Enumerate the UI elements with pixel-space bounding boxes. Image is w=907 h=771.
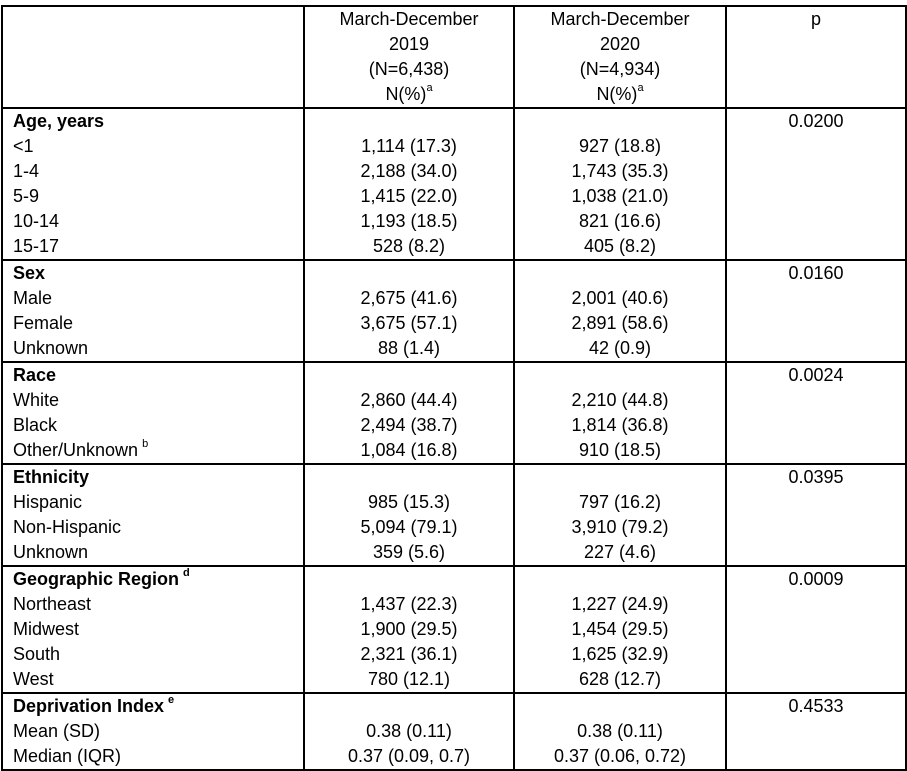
group-header-row bbox=[2, 108, 906, 134]
row-label: Black bbox=[13, 415, 58, 435]
table-row bbox=[2, 592, 906, 617]
value-2020: 405 (8.2) bbox=[514, 234, 726, 260]
table-row bbox=[2, 286, 906, 311]
group-blank-2019 bbox=[304, 566, 514, 592]
row-label-cell bbox=[2, 286, 304, 311]
p-value: 0.0160 bbox=[726, 260, 906, 286]
row-label: 15-17 bbox=[13, 236, 60, 256]
group-blank-2019 bbox=[304, 362, 514, 388]
table-row bbox=[2, 667, 906, 693]
p-value-blank bbox=[726, 490, 906, 515]
header-blank-cell bbox=[2, 6, 304, 108]
table-body bbox=[2, 108, 906, 770]
row-label: South bbox=[13, 644, 61, 664]
p-value: 0.0024 bbox=[726, 362, 906, 388]
group-title: Deprivation Index bbox=[13, 696, 165, 716]
row-label: <1 bbox=[13, 136, 34, 156]
p-value: 0.0200 bbox=[726, 108, 906, 134]
group-header-row bbox=[2, 362, 906, 388]
row-label: Median (IQR) bbox=[13, 746, 122, 766]
table-row bbox=[2, 209, 906, 234]
header-2020-line1: March-December bbox=[550, 9, 690, 29]
p-value: 0.0009 bbox=[726, 566, 906, 592]
header-2019-footnote: a bbox=[426, 82, 433, 94]
row-label: 10-14 bbox=[13, 211, 60, 231]
value-2019: 528 (8.2) bbox=[304, 234, 514, 260]
header-2019-line2: 2019 bbox=[388, 34, 430, 54]
value-2019: 2,494 (38.7) bbox=[304, 413, 514, 438]
table-row bbox=[2, 336, 906, 362]
p-value-blank bbox=[726, 438, 906, 464]
header-2019-line3: (N=6,438) bbox=[368, 59, 450, 79]
row-label-cell bbox=[2, 515, 304, 540]
demographics-table bbox=[1, 5, 907, 771]
value-2019: 780 (12.1) bbox=[304, 667, 514, 693]
group-title: Race bbox=[13, 365, 57, 385]
table-row bbox=[2, 311, 906, 336]
group-title-cell bbox=[2, 260, 304, 286]
value-2020: 0.38 (0.11) bbox=[514, 719, 726, 744]
value-2020: 1,038 (21.0) bbox=[514, 184, 726, 209]
value-2019: 1,193 (18.5) bbox=[304, 209, 514, 234]
table-row bbox=[2, 515, 906, 540]
row-label-cell bbox=[2, 134, 304, 159]
p-value-blank bbox=[726, 667, 906, 693]
table-row bbox=[2, 234, 906, 260]
group-header-row bbox=[2, 693, 906, 719]
group-title-cell bbox=[2, 108, 304, 134]
value-2020: 227 (4.6) bbox=[514, 540, 726, 566]
table-row bbox=[2, 438, 906, 464]
table-header-row bbox=[2, 6, 906, 108]
value-2019: 0.38 (0.11) bbox=[304, 719, 514, 744]
table-row bbox=[2, 184, 906, 209]
table-row bbox=[2, 744, 906, 770]
value-2019: 2,675 (41.6) bbox=[304, 286, 514, 311]
value-2020: 1,625 (32.9) bbox=[514, 642, 726, 667]
header-2020 bbox=[514, 6, 726, 108]
header-2019 bbox=[304, 6, 514, 108]
table-row bbox=[2, 490, 906, 515]
header-2020-footnote: a bbox=[637, 82, 644, 94]
table-row bbox=[2, 617, 906, 642]
value-2020: 1,743 (35.3) bbox=[514, 159, 726, 184]
value-2020: 42 (0.9) bbox=[514, 336, 726, 362]
row-label: Non-Hispanic bbox=[13, 517, 122, 537]
row-label: Mean (SD) bbox=[13, 721, 101, 741]
p-value: 0.4533 bbox=[726, 693, 906, 719]
row-label-cell bbox=[2, 744, 304, 770]
p-value-blank bbox=[726, 209, 906, 234]
group-title-footnote: e bbox=[168, 694, 175, 706]
value-2019: 1,437 (22.3) bbox=[304, 592, 514, 617]
p-value-blank bbox=[726, 719, 906, 744]
table-row bbox=[2, 642, 906, 667]
row-label: Hispanic bbox=[13, 492, 83, 512]
p-value-blank bbox=[726, 234, 906, 260]
p-value-blank bbox=[726, 286, 906, 311]
row-label: Female bbox=[13, 313, 74, 333]
table-row bbox=[2, 134, 906, 159]
row-label: 5-9 bbox=[13, 186, 40, 206]
p-value-blank bbox=[726, 134, 906, 159]
row-label: Unknown bbox=[13, 542, 89, 562]
row-label-cell bbox=[2, 209, 304, 234]
row-label-cell bbox=[2, 234, 304, 260]
p-value-blank bbox=[726, 515, 906, 540]
p-value-blank bbox=[726, 413, 906, 438]
value-2019: 88 (1.4) bbox=[304, 336, 514, 362]
p-value: 0.0395 bbox=[726, 464, 906, 490]
group-title-cell bbox=[2, 693, 304, 719]
value-2020: 2,210 (44.8) bbox=[514, 388, 726, 413]
value-2020: 797 (16.2) bbox=[514, 490, 726, 515]
group-blank-2020 bbox=[514, 108, 726, 134]
value-2020: 910 (18.5) bbox=[514, 438, 726, 464]
value-2020: 821 (16.6) bbox=[514, 209, 726, 234]
value-2019: 1,114 (17.3) bbox=[304, 134, 514, 159]
group-title: Geographic Region bbox=[13, 569, 180, 589]
table-row bbox=[2, 413, 906, 438]
row-label-cell bbox=[2, 617, 304, 642]
row-label-cell bbox=[2, 184, 304, 209]
header-2020-line2: 2020 bbox=[599, 34, 641, 54]
value-2019: 2,188 (34.0) bbox=[304, 159, 514, 184]
value-2020: 3,910 (79.2) bbox=[514, 515, 726, 540]
group-blank-2020 bbox=[514, 693, 726, 719]
p-value-blank bbox=[726, 540, 906, 566]
group-header-row bbox=[2, 260, 906, 286]
row-label-cell bbox=[2, 592, 304, 617]
row-label-footnote: b bbox=[142, 438, 149, 450]
group-title-cell bbox=[2, 566, 304, 592]
group-blank-2020 bbox=[514, 362, 726, 388]
p-value-blank bbox=[726, 642, 906, 667]
table-row bbox=[2, 719, 906, 744]
group-title-cell bbox=[2, 464, 304, 490]
value-2020: 0.37 (0.06, 0.72) bbox=[514, 744, 726, 770]
header-2019-line4 bbox=[305, 82, 513, 107]
value-2019: 3,675 (57.1) bbox=[304, 311, 514, 336]
group-blank-2020 bbox=[514, 566, 726, 592]
p-value-blank bbox=[726, 617, 906, 642]
group-title-cell bbox=[2, 362, 304, 388]
group-blank-2019 bbox=[304, 693, 514, 719]
value-2019: 5,094 (79.1) bbox=[304, 515, 514, 540]
row-label: Male bbox=[13, 288, 53, 308]
row-label-cell bbox=[2, 642, 304, 667]
row-label-cell bbox=[2, 490, 304, 515]
group-title: Age, years bbox=[13, 111, 105, 131]
row-label-cell bbox=[2, 667, 304, 693]
row-label-cell bbox=[2, 413, 304, 438]
group-blank-2019 bbox=[304, 260, 514, 286]
value-2020: 927 (18.8) bbox=[514, 134, 726, 159]
value-2020: 628 (12.7) bbox=[514, 667, 726, 693]
row-label-cell bbox=[2, 311, 304, 336]
row-label-cell bbox=[2, 159, 304, 184]
group-blank-2019 bbox=[304, 464, 514, 490]
group-title-footnote: d bbox=[183, 567, 190, 579]
value-2020: 2,001 (40.6) bbox=[514, 286, 726, 311]
row-label-cell bbox=[2, 540, 304, 566]
value-2019: 2,321 (36.1) bbox=[304, 642, 514, 667]
header-p-value: p bbox=[726, 6, 906, 108]
value-2019: 2,860 (44.4) bbox=[304, 388, 514, 413]
header-2019-unit: N(%) bbox=[385, 84, 427, 104]
p-value-blank bbox=[726, 184, 906, 209]
header-2019-line1: March-December bbox=[339, 9, 479, 29]
value-2020: 1,227 (24.9) bbox=[514, 592, 726, 617]
row-label: White bbox=[13, 390, 60, 410]
value-2020: 1,814 (36.8) bbox=[514, 413, 726, 438]
p-value-blank bbox=[726, 744, 906, 770]
row-label: 1-4 bbox=[13, 161, 40, 181]
group-header-row bbox=[2, 566, 906, 592]
row-label-cell bbox=[2, 388, 304, 413]
row-label-cell bbox=[2, 438, 304, 464]
value-2019: 1,084 (16.8) bbox=[304, 438, 514, 464]
group-header-row bbox=[2, 464, 906, 490]
row-label: Unknown bbox=[13, 338, 89, 358]
row-label: Northeast bbox=[13, 594, 92, 614]
table-row bbox=[2, 540, 906, 566]
row-label-cell bbox=[2, 719, 304, 744]
group-blank-2019 bbox=[304, 108, 514, 134]
row-label: Other/Unknown bbox=[13, 440, 139, 460]
p-value-blank bbox=[726, 336, 906, 362]
value-2020: 2,891 (58.6) bbox=[514, 311, 726, 336]
p-value-blank bbox=[726, 592, 906, 617]
group-title: Sex bbox=[13, 263, 46, 283]
group-blank-2020 bbox=[514, 464, 726, 490]
table-row bbox=[2, 388, 906, 413]
header-2020-unit: N(%) bbox=[596, 84, 638, 104]
value-2019: 0.37 (0.09, 0.7) bbox=[304, 744, 514, 770]
value-2019: 985 (15.3) bbox=[304, 490, 514, 515]
p-value-blank bbox=[726, 311, 906, 336]
row-label-cell bbox=[2, 336, 304, 362]
header-2020-line4 bbox=[515, 82, 725, 107]
value-2019: 1,900 (29.5) bbox=[304, 617, 514, 642]
header-2020-line3: (N=4,934) bbox=[579, 59, 661, 79]
table-row bbox=[2, 159, 906, 184]
p-value-blank bbox=[726, 159, 906, 184]
row-label: West bbox=[13, 669, 54, 689]
value-2019: 359 (5.6) bbox=[304, 540, 514, 566]
p-value-blank bbox=[726, 388, 906, 413]
group-blank-2020 bbox=[514, 260, 726, 286]
row-label: Midwest bbox=[13, 619, 80, 639]
value-2020: 1,454 (29.5) bbox=[514, 617, 726, 642]
value-2019: 1,415 (22.0) bbox=[304, 184, 514, 209]
group-title: Ethnicity bbox=[13, 467, 90, 487]
